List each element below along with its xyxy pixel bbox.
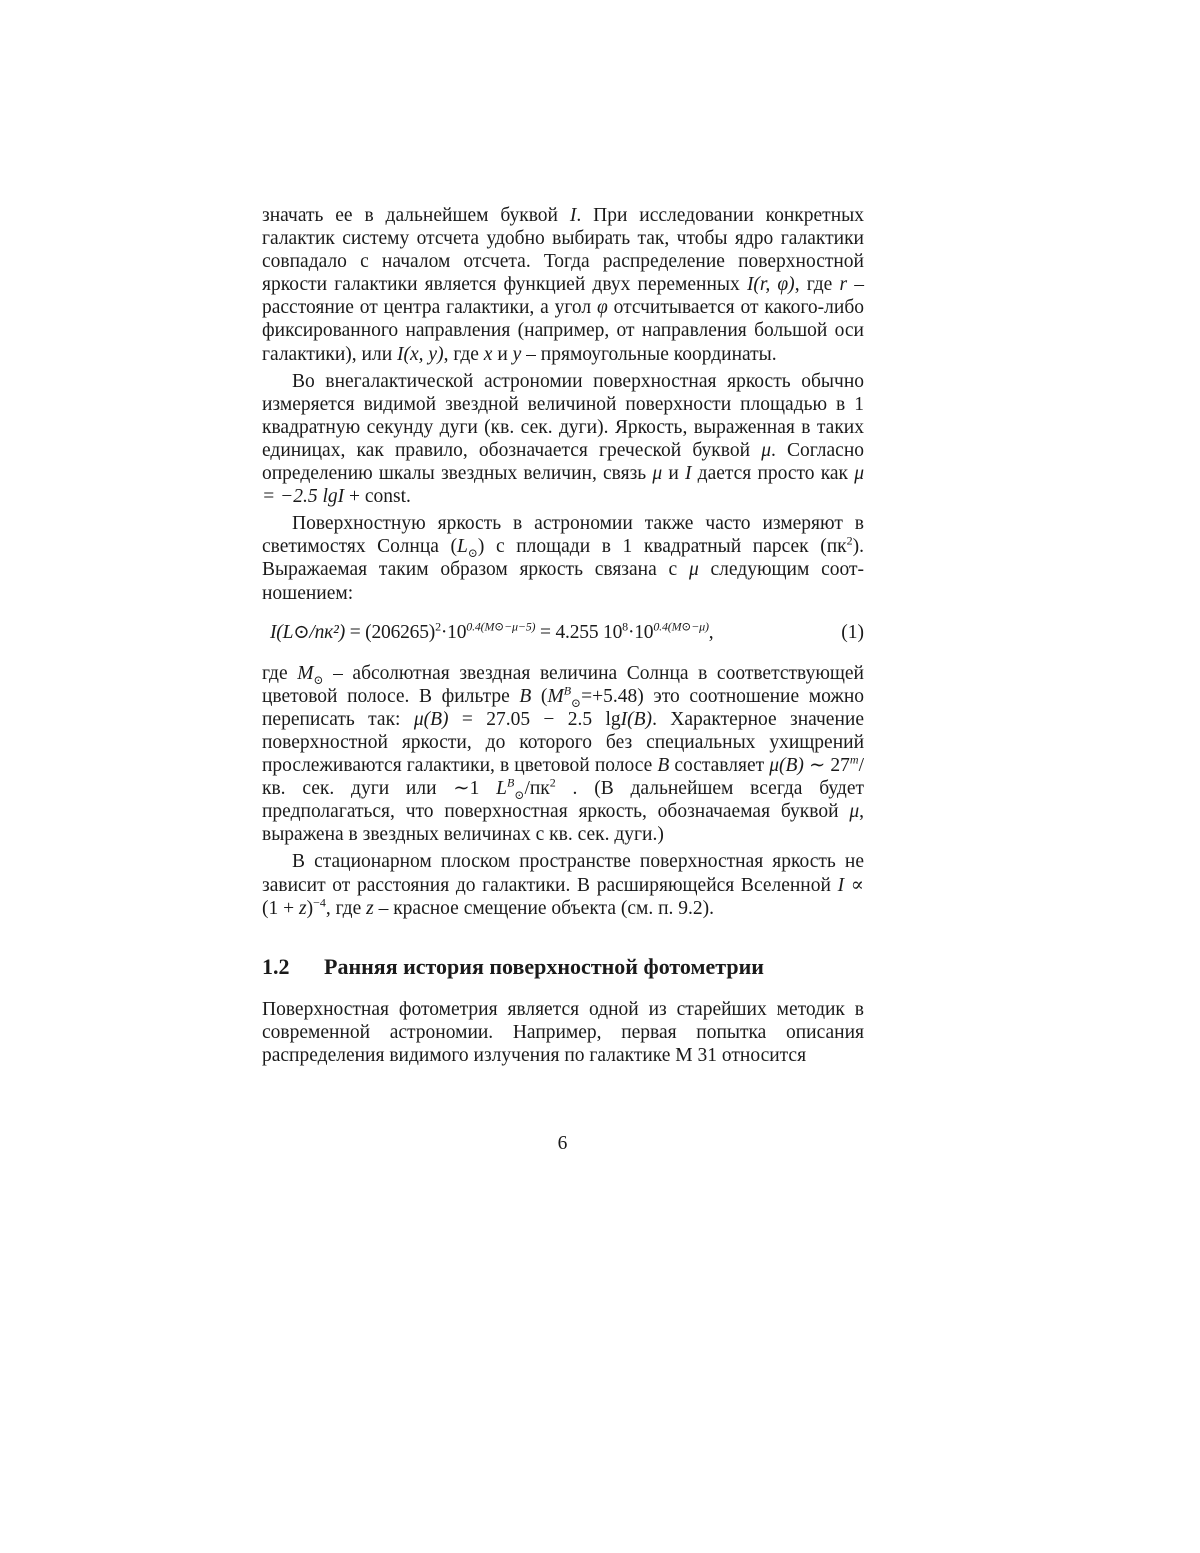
page-number: 6 [557, 1133, 568, 1154]
math-superscript: B [563, 683, 572, 698]
math-var: I [337, 486, 345, 508]
math-var: I [837, 874, 845, 896]
math-expr: + const [344, 486, 407, 508]
math-var: M [547, 685, 564, 707]
math-var: μ [688, 559, 699, 581]
math-subscript: ⊙ [514, 788, 525, 803]
equation-number: (1) [841, 621, 864, 643]
math-expr: μ(B) [413, 708, 449, 730]
math-expr: I(B) [620, 708, 653, 730]
math-var: I [569, 205, 577, 226]
math-var: B [519, 685, 532, 707]
section-title: Ранняя история поверхностной фотометрии [324, 953, 764, 979]
math-subscript: ⊙ [313, 672, 324, 687]
math-subscript: ⊙ [467, 546, 478, 561]
math-var: μ [652, 463, 663, 485]
math-subscript: ⊙ [571, 695, 582, 710]
math-var: z [299, 897, 307, 919]
section-heading [262, 954, 864, 980]
paragraph-5: В стационарном плоском пространстве поверхностная яркость не зависит от расстояния до галактики. В расширяющейся Вселенной $I \propto (1 + z)^{-4}$, где z – красное смещение объекта (см. п. 9.2). [262, 851, 865, 919]
math-var: B [657, 755, 670, 777]
math-var: μ [849, 801, 860, 823]
section-number: 1.2 [262, 953, 290, 979]
math-var: I [684, 463, 692, 485]
math-superscript: 2 [549, 775, 556, 790]
paragraph-3: Поверхностную яркость в астрономии также часто измеряют в светимостях Солнца $(L_⊙)$ с площади в 1 квадратный парсек $(пк^2)$. Выражаемая таким образом яркость связана с μ следующим соотношением: [262, 513, 865, 604]
math-var: L [496, 778, 508, 800]
math-var: φ [596, 297, 608, 319]
paragraph-1: значать ее в дальнейшем буквой I. При исследовании конкретных галактик систему отсчета удобно выбирать так, чтобы ядро галактики совпадало с началом отсчета. Тогда распределение поверхностной яркости галактики является функцией двух переменных I(r, φ), где r – расстояние от центра галактики, а угол φ отсчитывается от какого-либо фиксированного направления (например, от направления большой оси галактики), или I(x, y), где x и y – прямоугольные координаты. [262, 205, 865, 365]
math-var: r [839, 274, 848, 296]
page-text [262, 204, 864, 1067]
math-var: z [366, 897, 374, 919]
math-expr: μ(B) [769, 755, 804, 777]
paragraph-6: Поверхностная фотометрия является одной из старейших методик в современной астрономии. Например, первая попытка описания распределения видимого излучения по галактике М 31 относится [262, 998, 864, 1066]
equation-1 [270, 621, 864, 644]
math-var: μ [761, 439, 771, 461]
math-var: L [456, 536, 468, 558]
math-superscript: 2 [846, 533, 853, 548]
paragraph-4: где $M_⊙$ – абсолютная звездная величина Солнца в соответствующей цветовой полосе. В фильтре B $(M^B_⊙=+5.48)$ это соотношение можно переписать так: μ(B) = 27.05 − 2.5 lgI(B). Характерное значение поверхностной яркости, до которого без специальных ухищрений прослеживаются галактики, в цветовой полосе B составляет μ(B) ∼ 27$^m$/кв. сек. дуги или ∼1 $L^B_⊙/пк^2$ . (В дальнейшем всегда будет предполагаться, что поверхностная яркость, обозначаемая буквой μ, выражена в звездных величинах с кв. сек. дуги.) [262, 662, 865, 846]
math-var: y [512, 343, 522, 365]
equation-body: I(L⊙/пк²) = $(206265)^2\cdot 10^{0.4(M⊙-\mu-5)} = 4.255$ $10^8\cdot 10^{0.4(M⊙-\mu)}$, [270, 619, 714, 643]
math-superscript: −4 [313, 895, 326, 910]
math-expr: I(x, y) [397, 343, 444, 365]
math-var: x [483, 343, 493, 365]
math-expr: μ = −2.5 lg [262, 463, 864, 508]
math-superscript: B [507, 775, 515, 790]
math-expr: I(r, φ) [746, 274, 795, 296]
paragraph-2: Во внегалактической астрономии поверхностная яркость обычно измеряется видимой звездной величиной поверхности площадью в 1 квадратную секунду дуги (кв. сек. дуги). Яркость, выраженная в таких единицах, как правило, обозначается греческой буквой μ. Согласно определению шкалы звездных величин, связь μ и I дается просто как μ = −2.5 lgI + const. [262, 370, 864, 508]
math-var: M [297, 662, 314, 684]
math-superscript: m [849, 752, 859, 767]
